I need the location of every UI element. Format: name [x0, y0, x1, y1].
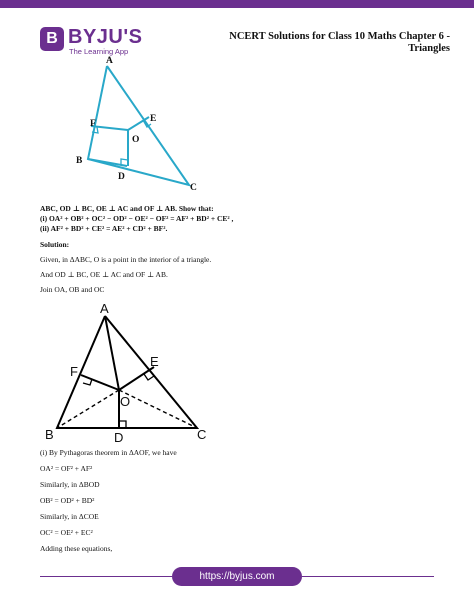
fig2-label-e: E — [150, 354, 159, 369]
fig1-label-b: B — [76, 156, 83, 166]
top-accent-bar — [0, 0, 474, 8]
step-eq-oc: OC² = OE² + EC² — [40, 528, 93, 537]
solution-given: Given, in ΔABC, O is a point in the interior of a triangle. — [40, 255, 212, 264]
step-similarly-coe: Similarly, in ΔCOE — [40, 512, 99, 521]
page-title-line1: NCERT Solutions for Class 10 Maths Chapter 6 - — [229, 31, 450, 42]
logo-badge-icon: B — [40, 27, 64, 51]
triangle-figure-1 — [70, 52, 210, 194]
page-title-line2: Triangles — [408, 43, 450, 54]
fig1-label-c: C — [190, 183, 197, 193]
fig1-label-a: A — [106, 56, 113, 66]
question-line-2: (i) OA² + OB² + OC² − OD² − OE² − OF² = AF² + BD² + CE² , — [40, 214, 234, 223]
fig1-label-d: D — [118, 172, 125, 182]
step-similarly-bod: Similarly, in ΔBOD — [40, 480, 100, 489]
fig2-label-a: A — [100, 301, 109, 316]
logo-tagline: The Learning App — [69, 47, 129, 56]
page-title — [210, 31, 450, 55]
step-adding: Adding these equations, — [40, 544, 113, 553]
fig2-label-d: D — [114, 430, 124, 444]
question-line-3: (ii) AF² + BD² + CE² = AE² + CD² + BF². — [40, 224, 168, 233]
footer-divider-right — [302, 576, 434, 577]
question-line-1: ABC, OD ⊥ BC, OE ⊥ AC and OF ⊥ AB. Show that: — [40, 204, 214, 213]
fig2-label-b: B — [45, 427, 54, 442]
step-pythagoras-aof: (i) By Pythagoras theorem in ΔAOF, we have — [40, 448, 177, 457]
logo-brand-name: BYJU'S — [68, 26, 143, 48]
footer-website-link[interactable]: https://byjus.com — [172, 567, 302, 586]
fig2-label-o: O — [120, 394, 131, 409]
fig1-label-f: F — [90, 119, 96, 129]
fig2-label-f: F — [70, 364, 78, 379]
solution-join: Join OA, OB and OC — [40, 285, 105, 294]
footer-divider-left — [40, 576, 172, 577]
step-eq-oa: OA² = OF² + AF² — [40, 464, 93, 473]
fig1-label-o: O — [132, 135, 140, 145]
triangle-figure-2 — [42, 300, 222, 444]
step-eq-ob: OB² = OD² + BD² — [40, 496, 95, 505]
fig2-label-c: C — [197, 427, 207, 442]
solution-perpendiculars: And OD ⊥ BC, OE ⊥ AC and OF ⊥ AB. — [40, 270, 168, 279]
solution-heading: Solution: — [40, 240, 70, 249]
fig1-label-e: E — [150, 114, 157, 124]
